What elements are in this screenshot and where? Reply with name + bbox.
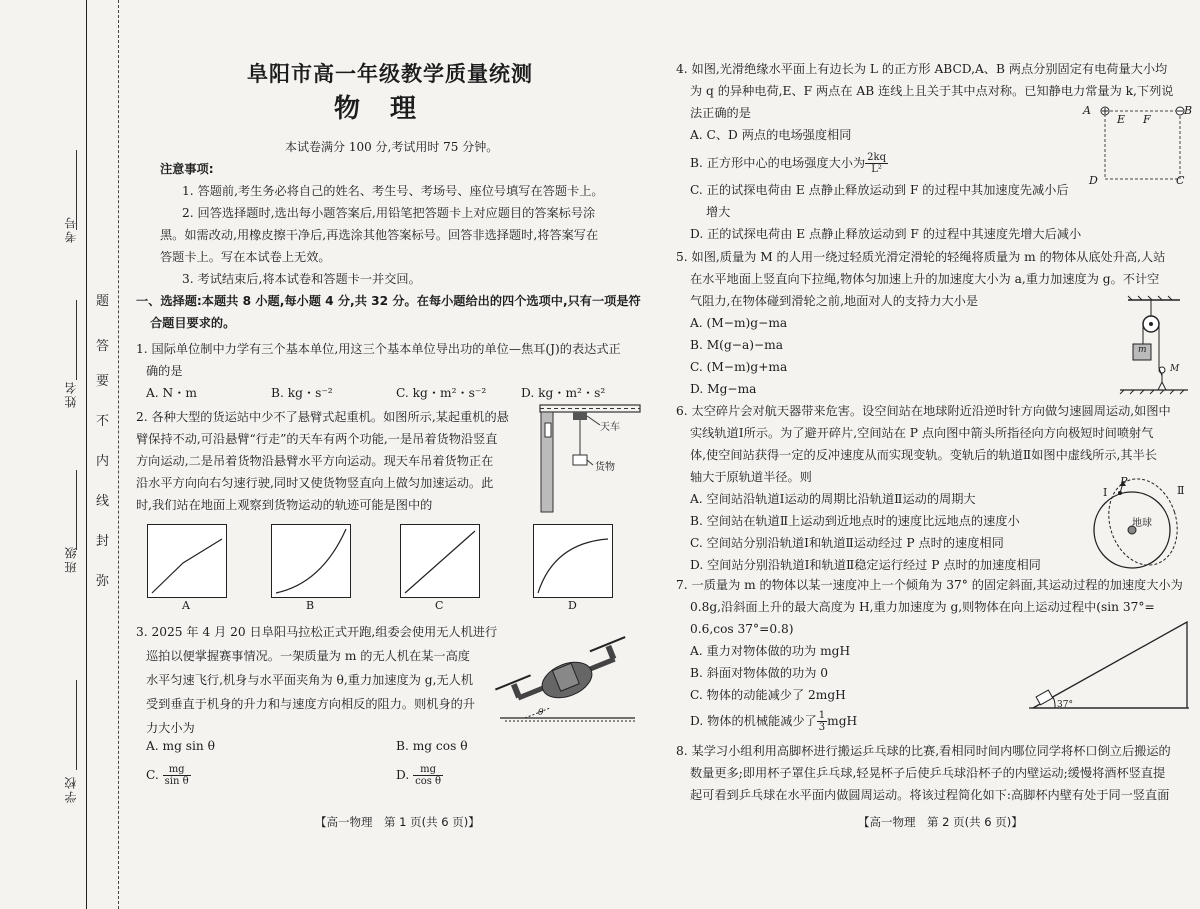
binding-solid-line — [86, 0, 87, 909]
q5-block — [676, 246, 1191, 400]
q6-stem-4: 轴大于原轨道半径。则 — [690, 470, 812, 484]
q1-option-d: D. kg・m²・s² — [521, 386, 606, 400]
q6-option-a: A. 空间站沿轨道Ⅰ运动的周期比沿轨道Ⅱ运动的周期大 — [690, 492, 976, 506]
graph-a-label: A — [182, 599, 190, 612]
seal-char: 不 — [96, 414, 110, 429]
q5-stem-1: 5. 如图,质量为 M 的人用一绕过轻质光滑定滑轮的轻绳将质量为 m 的物体从底处升高,人站 — [676, 250, 1166, 264]
q7-stem-3: 0.6,cos 37°=0.8) — [690, 622, 794, 636]
crane-trolley-label: 天车 — [600, 422, 620, 433]
pulley-figure — [1118, 296, 1190, 394]
q8-stem-3: 起可看到乒乓球在水平面内做圆周运动。将该过程简化如下:高脚杯内壁有处于同一竖直面 — [690, 788, 1170, 802]
notice-block — [160, 158, 630, 290]
q2-stem-2: 臂保持不动,可沿悬臂“行走”的天车有两个功能,一是吊着货物沿竖直 — [136, 432, 498, 446]
class-blank — [76, 470, 77, 550]
pulley-m-label: m — [1138, 345, 1147, 355]
orbit-II-label: Ⅱ — [1177, 484, 1185, 497]
crane-figure — [535, 405, 645, 515]
seal-char: 题 — [96, 294, 110, 309]
section-1-heading: 一、选择题:本题共 8 小题,每小题 4 分,共 32 分。在每小题给出的四个选项中,只有一项是符 — [136, 294, 641, 308]
q5-stem-3: 气阻力,在物体碰到滑轮之前,地面对人的支持力大小是 — [690, 294, 979, 308]
q7-stem-1: 7. 一质量为 m 的物体以某一速度冲上一个倾角为 37° 的固定斜面,其运动过程的加速度大小为 — [676, 578, 1183, 592]
notice-heading: 注意事项: — [160, 162, 214, 176]
q4-option-a: A. C、D 两点的电场强度相同 — [690, 128, 852, 142]
graph-c-label: C — [435, 599, 444, 612]
q4-label-b: B — [1184, 104, 1193, 117]
q6-option-d: D. 空间站分别沿轨道Ⅰ和轨道Ⅱ稳定运行经过 P 点时的加速度相同 — [690, 558, 1041, 572]
q4-stem-2: 为 q 的异种电荷,E、F 两点在 AB 连线上且关于其中点对称。已知静电力常量为 k,下列说 — [690, 84, 1174, 98]
q1-option-c: C. kg・m²・s⁻² — [396, 386, 487, 400]
q2-stem-3: 方向运动,二是吊着货物沿悬臂水平方向运动。现天车吊着货物正在 — [136, 454, 494, 468]
school-blank — [76, 680, 77, 770]
q3-option-c: C. $\frac{mg}{\text{sin θ}}$ — [146, 764, 189, 787]
q4-option-d: D. 正的试探电荷由 E 点静止释放运动到 F 的过程中其速度先增大后减小 — [690, 227, 1082, 241]
q1-option-a: A. N・m — [146, 386, 197, 400]
orbit-P-label: P — [1120, 475, 1128, 488]
q4-label-e: E — [1117, 113, 1126, 126]
notice-item-2c: 答题卡上。写在本试卷上无效。 — [160, 250, 331, 264]
q5-option-c: C. (M−m)g+ma — [690, 360, 788, 374]
exam-info: 本试卷满分 100 分,考试用时 75 分钟。 — [285, 140, 499, 154]
graph-d — [533, 524, 613, 598]
square-charge-figure — [1095, 104, 1185, 184]
pulley-M-label: M — [1170, 364, 1180, 374]
q1-options — [136, 382, 646, 404]
q4-stem-1: 4. 如图,光滑绝缘水平面上有边长为 L 的正方形 ABCD,A、B 两点分别固定有电荷量大小均 — [676, 62, 1168, 76]
q3-stem-1: 3. 2025 年 4 月 20 日阜阳马拉松正式开跑,组委会使用无人机进行 — [136, 625, 498, 639]
binding-dashed-line — [118, 0, 119, 909]
section-1-heading-2: 合题目要求的。 — [150, 316, 236, 330]
q3-stem-5: 力大小为 — [146, 721, 195, 735]
q3-option-a: A. mg sin θ — [146, 739, 215, 753]
footer-left: 【高一物理 第 1 页(共 6 页)】 — [315, 815, 480, 829]
exam-no-label: 考号 — [64, 215, 78, 243]
seal-char: 封 — [96, 534, 110, 549]
notice-item-2b: 黑。如需改动,用橡皮擦干净后,再选涂其他答案标号。回答非选择题时,将答案写在 — [160, 228, 599, 242]
name-label: 姓名 — [64, 380, 78, 408]
graph-a — [147, 524, 227, 598]
school-label: 学校 — [64, 775, 78, 803]
seal-char: 答 — [96, 339, 110, 354]
q6-option-c: C. 空间站分别沿轨道Ⅰ和轨道Ⅱ运动经过 P 点时的速度相同 — [690, 536, 1004, 550]
q4-option-c-2: 增大 — [706, 205, 731, 219]
graph-c — [400, 524, 480, 598]
q4-label-d: D — [1089, 174, 1098, 187]
q3-stem-4: 受到垂直于机身的升力和与速度方向相反的阻力。则机身的升 — [146, 697, 476, 711]
drone-theta-label: θ — [538, 708, 544, 718]
graph-b-label: B — [306, 599, 315, 612]
seal-char: 线 — [96, 494, 110, 509]
exam-title: 阜阳市高一年级教学质量统测 — [247, 62, 533, 86]
q5-stem-2: 在水平地面上竖直向下拉绳,物体匀加速上升的加速度大小为 a,重力加速度为 g。不计空 — [690, 272, 1160, 286]
q6-stem-1: 6. 太空碎片会对航天器带来危害。设空间站在地球附近沿逆时针方向做匀速圆周运动,如图中 — [676, 404, 1171, 418]
q8-stem-1: 8. 某学习小组利用高脚杯进行搬运乒乓球的比赛,看相同时间内哪位同学将杯口倒立后搬运的 — [676, 744, 1171, 758]
q7-stem-2: 0.8g,沿斜面上升的最大高度为 H,重力加速度为 g,则物体在向上运动过程中(sin 37°= — [690, 600, 1155, 614]
q2-stem-5: 时,我们站在地面上观察到货物运动的轨迹可能是图中的 — [136, 498, 433, 512]
q1-stem-2: 确的是 — [146, 364, 183, 378]
graph-d-label: D — [568, 599, 577, 612]
graph-b — [271, 524, 351, 598]
q4-label-f: F — [1143, 113, 1151, 126]
incline-angle-label: 37° — [1057, 700, 1073, 710]
notice-item-3: 3. 考试结束后,将本试卷和答题卡一并交回。 — [182, 272, 421, 286]
q3-stem-3: 水平匀速飞行,机身与水平面夹角为 θ,重力加速度为 g,无人机 — [146, 673, 474, 687]
q1-option-b: B. kg・s⁻² — [271, 386, 333, 400]
q6-option-b: B. 空间站在轨道Ⅱ上运动到近地点时的速度比远地点的速度小 — [690, 514, 1020, 528]
q4-option-c: C. 正的试探电荷由 E 点静止释放运动到 F 的过程中其加速度先减小后 — [690, 183, 1069, 197]
footer-right: 【高一物理 第 2 页(共 6 页)】 — [858, 815, 1023, 829]
q7-option-b: B. 斜面对物体做的功为 0 — [690, 666, 829, 680]
q4-option-b: B. 正方形中心的电场强度大小为 $\frac{2kq}{\text{L²}}$ — [690, 152, 886, 175]
q3-option-b: B. mg cos θ — [396, 739, 468, 753]
class-label: 班级 — [64, 545, 78, 573]
q2-stem-1: 2. 各种大型的货运站中少不了悬臂式起重机。如图所示,某起重机的悬 — [136, 410, 509, 424]
q4-label-c: C — [1176, 174, 1185, 187]
q6-stem-2: 实线轨道Ⅰ所示。为了避开碎片,空间站在 P 点向图中箭头所指径向方向极短时间喷射气 — [690, 426, 1154, 440]
subject-title: 物理 — [333, 94, 446, 124]
q3-stem-2: 巡拍以便掌握赛事情况。一架质量为 m 的无人机在某一高度 — [146, 649, 470, 663]
q7-option-c: C. 物体的动能减少了 2mgH — [690, 688, 846, 702]
notice-item-2a: 2. 回答选择题时,选出每小题答案后,用铅笔把答题卡上对应题目的答案标号涂 — [182, 206, 596, 220]
q3-option-d: D. $\frac{mg}{\text{cos θ}}$ — [396, 764, 442, 787]
q8-block — [676, 740, 1191, 806]
q2-stem-4: 沿水平方向向右匀速行驶,同时又使货物竖直向上做匀加速运动。此 — [136, 476, 494, 490]
seal-char: 要 — [96, 374, 110, 389]
q6-stem-3: 体,使空间站获得一定的反冲速度从而实现变轨。变轨后的轨道Ⅱ如图中虚线所示,其半长 — [690, 448, 1157, 462]
seal-char: 弥 — [96, 574, 110, 589]
q4-stem-3: 法正确的是 — [690, 106, 751, 120]
q5-option-a: A. (M−m)g−ma — [690, 316, 788, 330]
binding-strip — [0, 0, 130, 909]
drone-figure — [495, 630, 640, 725]
name-blank — [76, 300, 77, 380]
q5-option-b: B. M(g−a)−ma — [690, 338, 784, 352]
q4-label-a: A — [1083, 104, 1091, 117]
q1-stem: 1. 国际单位制中力学有三个基本单位,用这三个基本单位导出功的单位—焦耳(J)的表达式正 — [136, 342, 621, 356]
q8-stem-2: 数量更多;即用杯子罩住乒乓球,轻晃杯子后使乒乓球沿杯子的内壁运动;缓慢将酒杯竖直提 — [690, 766, 1166, 780]
q3-block — [136, 620, 506, 740]
crane-cargo-label: 货物 — [595, 462, 615, 473]
incline-figure — [1025, 620, 1191, 712]
notice-item-1: 1. 答题前,考生务必将自己的姓名、考生号、考场号、座位号填写在答题卡上。 — [182, 184, 604, 198]
orbit-I-label: Ⅰ — [1103, 486, 1108, 499]
q7-option-d: D. 物体的机械能减少了 $\frac{1}{3}$ mgH — [690, 710, 858, 733]
exam-no-blank — [76, 150, 77, 230]
q7-option-a: A. 重力对物体做的功为 mgH — [690, 644, 851, 658]
orbit-earth-label: 地球 — [1132, 518, 1152, 529]
q5-option-d: D. Mg−ma — [690, 382, 757, 396]
seal-char: 内 — [96, 454, 110, 469]
